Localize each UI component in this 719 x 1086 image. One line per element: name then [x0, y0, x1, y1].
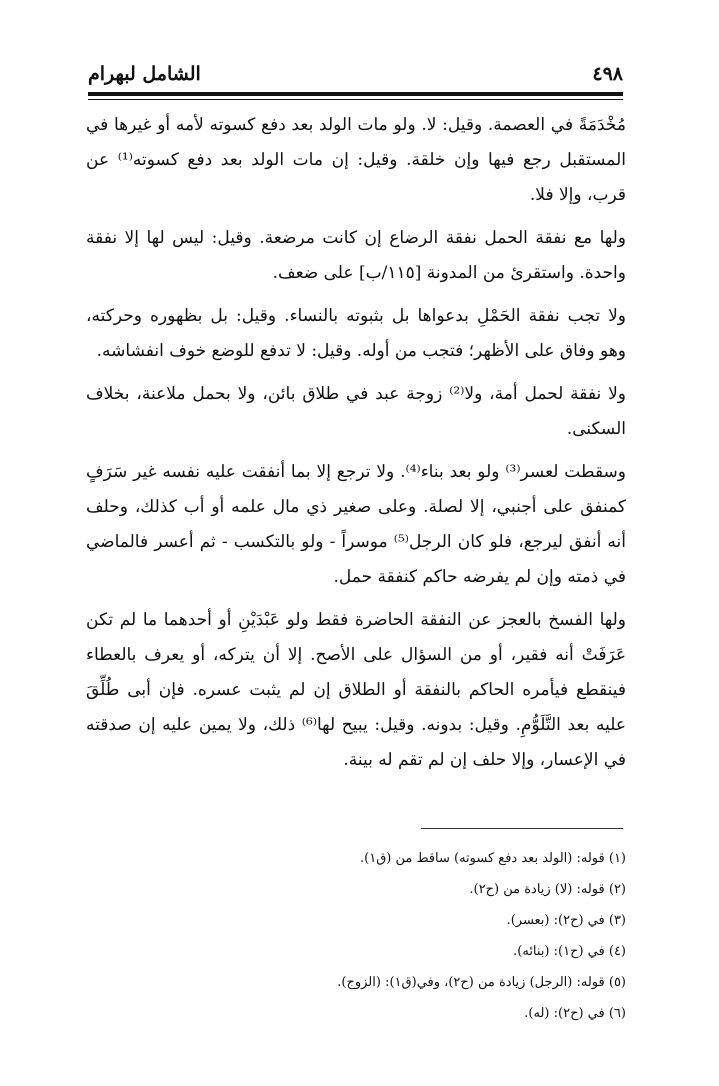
header-rule	[88, 92, 623, 96]
footnote: (٤) في (ح١): (بنائه).	[513, 944, 626, 959]
footnote: (٥) قوله: (الرجل) زيادة من (ح٢)، وفي(ق١): (الزوج).	[337, 975, 626, 990]
running-title: الشامل لبهرام	[88, 63, 201, 85]
page-number: ٤٩٨	[592, 63, 623, 85]
paragraph: وسقطت لعسر⁽³⁾ ولو بعد بناء⁽⁴⁾. ولا ترجع إلا بما أنفقت عليه نفسه غير سَرَفٍ كمنفق على أجنبي، إلا لصلة. وعلى صغير ذي مال علمه أو أب كذلك، وحلف أنه أنفق ليرجع، فلو كان الرجل⁽⁵⁾ موسراً - ولو بالتكسب - ثم أعسر فالماضي في ذمته وإن لم يفرضه حاكم كنفقة حمل.	[86, 462, 626, 587]
page-header	[88, 60, 623, 88]
footnote: (٦) في (ح٢): (له).	[524, 1006, 626, 1021]
footnote: (١) قوله: (الولد بعد دفع كسوته) ساقط من (ق١).	[359, 851, 626, 866]
paragraph: ولا نفقة لحمل أمة، ولا⁽²⁾ زوجة عبد في طلاق بائن، ولا بحمل ملاعنة، بخلاف السكنى.	[86, 384, 626, 439]
paragraph: ولها الفسخ بالعجز عن النفقة الحاضرة فقط ولو عَبْدَيْنِ أو أحدهما ما لم تكن عَرَفَتْ أنه فقير، أو من السؤال على الأصح. إلا أن يتركه، أو يعرف بالعطاء فينقطع فيأمره الحاكم بالنفقة أو الطلاق إن لم يثبت عسره. فإن أبى طُلِّقَ عليه بعد التَّلَوُّمِ. وقيل: بدونه. وقيل: يبيح لها⁽⁶⁾ ذلك، ولا يمين عليه إن صدقته في الإعسار، وإلا حلف إن لم تقم له بينة.	[86, 610, 627, 770]
paragraph: ولا تجب نفقة الحَمْلِ بدعواها بل بثبوته بالنساء. وقيل: بل بظهوره وحركته، وهو وفاق على الأظهر؛ فتجب من أوله. وقيل: لا تدفع للوضع خوف انفشاشه.	[86, 306, 626, 361]
paragraph: مُخْدَمَةً في العصمة. وقيل: لا. ولو مات الولد بعد دفع كسوته لأمه أو غيرها في المستقبل رجع فيها وإن خلقة. وقيل: إن مات الولد بعد دفع كسوته⁽¹⁾ عن قرب، وإلا فلا.	[86, 115, 626, 205]
header-rule-thin	[88, 99, 623, 100]
footnote: (٢) قوله: (لا) زيادة من (ح٢).	[469, 882, 626, 897]
footnotes	[86, 843, 626, 1029]
footnote: (٣) في (ح٢): (بعسر).	[506, 913, 626, 928]
paragraph: ولها مع نفقة الحمل نفقة الرضاع إن كانت مرضعة. وقيل: ليس لها إلا نفقة واحدة. واستقرئ من المدونة [١١٥/ب] على ضعف.	[86, 228, 626, 283]
footnote-separator	[421, 828, 623, 829]
main-text	[86, 108, 626, 786]
